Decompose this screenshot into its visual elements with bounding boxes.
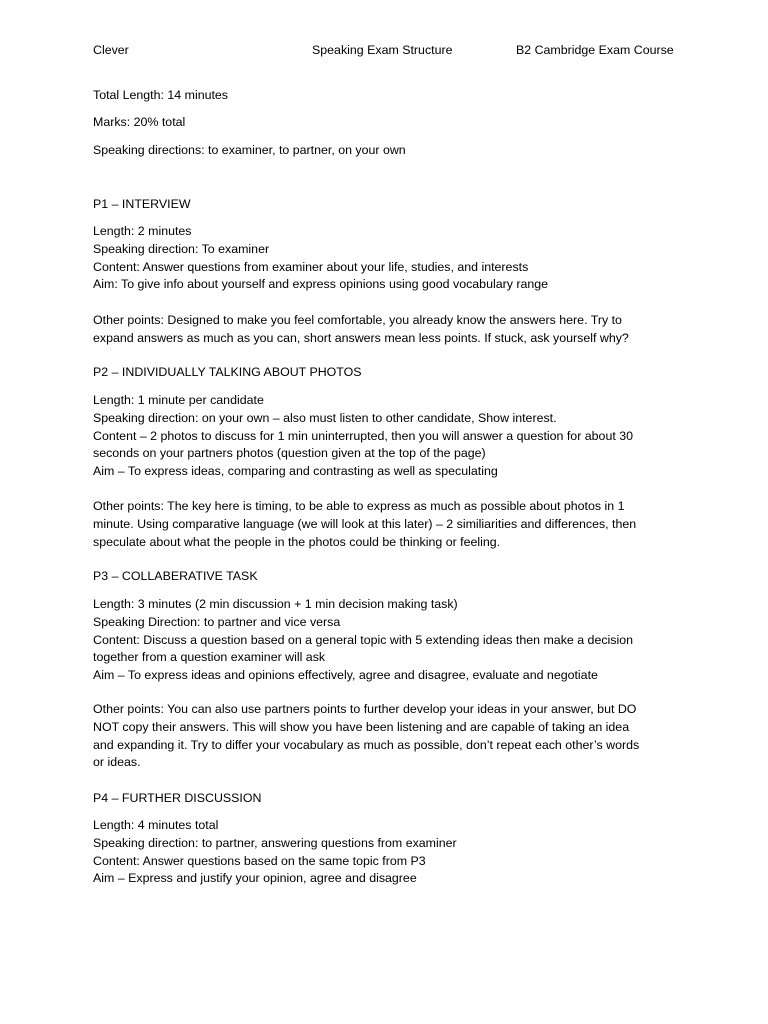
p2-other-line: Other points: The key here is timing, to be able to express as much as possible about photos in 1 — [93, 499, 625, 513]
total-length-text: Total Length: 14 minutes — [93, 88, 229, 102]
p1-content: Content: Answer questions from examiner about your life, studies, and interests — [93, 259, 529, 274]
p1-other-points — [93, 312, 683, 348]
p2-content: Content – 2 photos to discuss for 1 min uninterrupted, then you will answer a question for about 30 — [93, 428, 634, 443]
p2-heading — [93, 364, 683, 382]
p4-aim: Aim – Express and justify your opinion, agree and disagree — [93, 871, 417, 886]
p1-length: Length: 2 minutes — [93, 224, 192, 238]
p2-length: Length: 1 minute per candidate — [93, 393, 264, 407]
intro-directions — [93, 142, 683, 160]
p1-other-line: expand answers as much as you can, short answers mean less points. If stuck, ask yourself why? — [93, 330, 629, 345]
p4-content: Content: Answer questions based on the same topic from P3 — [93, 853, 426, 868]
p2-other-line: speculate about what the people in the photos could be thinking or feeling. — [93, 534, 501, 549]
header-title: Speaking Exam Structure — [312, 43, 453, 57]
p3-content: together from a question examiner will ask — [93, 650, 326, 665]
p3-details — [93, 596, 683, 685]
p3-direction: Speaking Direction: to partner and vice versa — [93, 614, 341, 629]
p1-direction: Speaking direction: To examiner — [93, 241, 270, 256]
section-heading: P4 – FURTHER DISCUSSION — [93, 791, 262, 805]
p3-other-line: Other points: You can also use partners points to further develop your ideas in your answer, but DO — [93, 702, 637, 716]
header-course: B2 Cambridge Exam Course — [516, 43, 674, 57]
p2-content: seconds on your partners photos (question given at the top of the page) — [93, 446, 486, 461]
p3-other-line: and expanding it. Try to differ your vocabulary as much as possible, don’t repeat each other’s words — [93, 737, 640, 752]
intro-marks — [93, 114, 683, 132]
p2-other-line: minute. Using comparative language (we will look at this later) – 2 similiarities and differences, then — [93, 516, 637, 531]
p3-content: Content: Discuss a question based on a general topic with 5 extending ideas then make a decision — [93, 632, 634, 647]
p2-details — [93, 392, 683, 481]
p4-details — [93, 817, 683, 888]
p3-other-points — [93, 701, 683, 772]
p3-other-line: NOT copy their answers. This will show you have been listening and are capable of taking an idea — [93, 719, 630, 734]
p1-details — [93, 223, 683, 294]
p3-heading — [93, 568, 683, 586]
p1-heading — [93, 196, 683, 214]
p4-length: Length: 4 minutes total — [93, 818, 219, 832]
page-header — [93, 42, 693, 60]
document-page — [93, 0, 693, 1024]
p4-heading — [93, 790, 683, 808]
directions-text: Speaking directions: to examiner, to partner, on your own — [93, 143, 406, 157]
p1-other-line: Other points: Designed to make you feel comfortable, you already know the answers here. Try to — [93, 313, 622, 327]
p1-aim: Aim: To give info about yourself and express opinions using good vocabulary range — [93, 277, 549, 292]
section-heading: P2 – INDIVIDUALLY TALKING ABOUT PHOTOS — [93, 365, 362, 379]
p3-other-line: or ideas. — [93, 755, 141, 770]
p4-direction: Speaking direction: to partner, answering questions from examiner — [93, 835, 457, 850]
section-heading: P3 – COLLABERATIVE TASK — [93, 569, 258, 583]
p2-direction: Speaking direction: on your own – also must listen to other candidate, Show interest. — [93, 410, 557, 425]
p3-aim: Aim – To express ideas and opinions effectively, agree and disagree, evaluate and negotiate — [93, 668, 598, 683]
p2-other-points — [93, 498, 683, 551]
marks-text: Marks: 20% total — [93, 115, 186, 129]
header-left: Clever — [93, 43, 129, 57]
p2-aim: Aim – To express ideas, comparing and contrasting as well as speculating — [93, 464, 498, 479]
section-heading: P1 – INTERVIEW — [93, 197, 191, 211]
p3-length: Length: 3 minutes (2 min discussion + 1 min decision making task) — [93, 597, 458, 611]
intro-total-length — [93, 87, 683, 105]
